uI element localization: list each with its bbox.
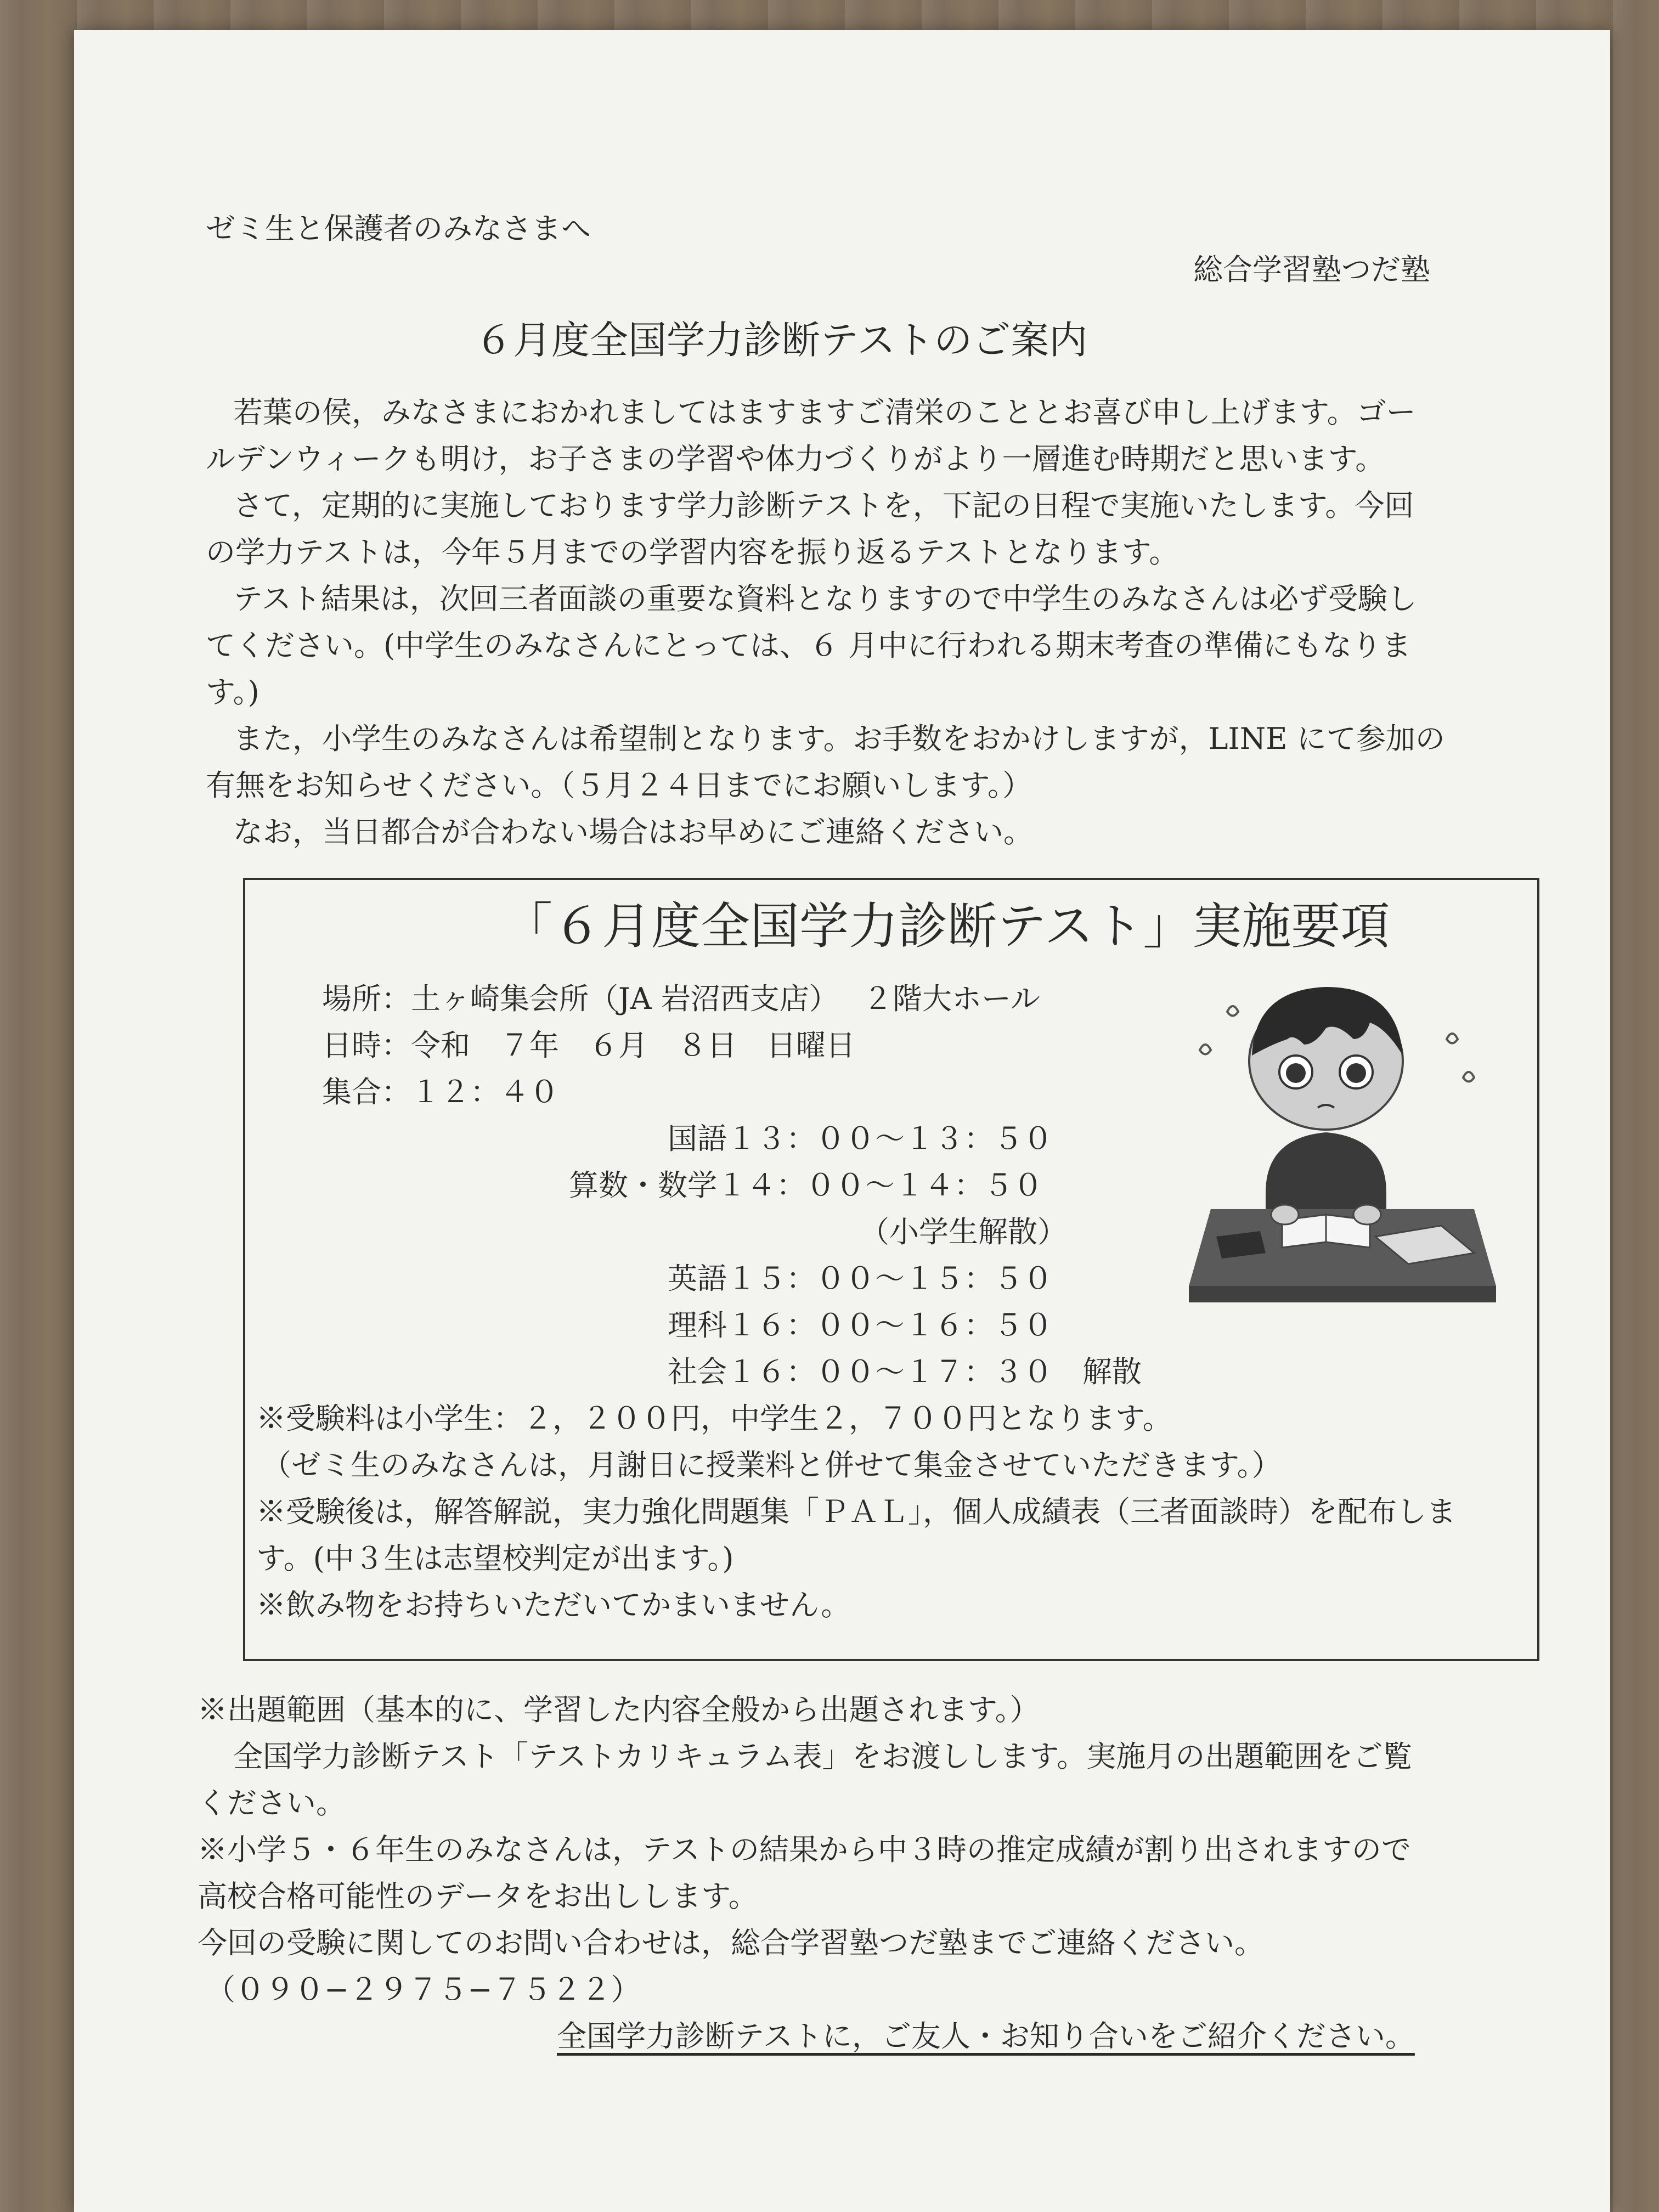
schedule-box [243,878,1539,1661]
meet-line: 集合：１２：４０ [322,1075,559,1109]
schedule-item: 国語１３：００〜１３：５０ [668,1121,1053,1156]
referral-line: 全国学力診断テストに，ご友人・お知り合いをご紹介ください。 [557,2019,1415,2053]
flyer-page [74,30,1610,2212]
box-note: （ゼミ生のみなさんは，月謝日に授業料と併せて集金させていただきます。） [262,1448,1282,1482]
recipient-line: ゼミ生と保護者のみなさまへ [206,211,591,246]
box-note: ※受験料は小学生：２，２００円，中学生２，７００円となります。 [256,1401,1172,1436]
footer-line: ください。 [198,1786,346,1820]
page-title: ６月度全国学力診断テストのご案内 [475,318,1088,363]
intro-line: ルデンウィークも明け，お子さまの学習や体力づくりがより一層進む時期だと思います。 [206,442,1385,476]
intro-line: なお，当日都合が合わない場合はお早めにご連絡ください。 [233,815,1033,849]
schedule-item: 算数・数学１４：００〜１４：５０ [569,1168,1043,1203]
schedule-item: 理科１６：００〜１６：５０ [668,1308,1053,1342]
contact-phone: （０９０−２９７５−７５２２） [206,1972,641,2007]
footer-line: ※出題範囲（基本的に、学習した内容全般から出題されます。） [198,1692,1040,1727]
intro-line: 有無をお知らせください。（５月２４日までにお願いします。） [206,768,1032,803]
intro-line: の学力テストは，今年５月までの学習内容を振り返るテストとなります。 [206,535,1179,569]
footer-line: 今回の受験に関してのお問い合わせは，総合学習塾つだ塾までご連絡ください。 [198,1926,1264,1960]
intro-line: 若葉の侯，みなさまにおかれましてはますますご清栄のこととお喜び申し上げます。ゴー [233,395,1416,430]
box-note: ※飲み物をお持ちいただいてかまいません。 [256,1588,851,1622]
intro-line: また，小学生のみなさんは希望制となります。お手数をおかけしますが，LINE にて参加の [233,721,1445,756]
schedule-item: （小学生解散） [860,1215,1067,1249]
intro-line: テスト結果は，次回三者面談の重要な資料となりますので中学生のみなさんは必ず受験し [233,582,1417,616]
schedule-item: 英語１５：００〜１５：５０ [668,1261,1053,1296]
box-note: ※受験後は，解答解説，実力強化問題集「ＰＡＬ」，個人成績表（三者面談時）を配布しま [256,1494,1456,1529]
footer-line: 高校合格可能性のデータをお出しします。 [198,1879,758,1914]
place-line: 場所：土ヶ崎集会所（JA 岩沼西支店） ２階大ホール [322,981,1040,1016]
schedule-item: 社会１６：００〜１７：３０ 解散 [668,1355,1142,1389]
intro-line: す。) [206,675,259,709]
footer-line: ※小学５・６年生のみなさんは，テストの結果から中３時の推定成績が割り出されますので [198,1832,1411,1867]
intro-line: てください。(中学生のみなさんにとっては、６ 月中に行われる期末考査の準備にもなりま [206,628,1412,663]
box-note: す。(中３生は志望校判定が出ます。) [256,1541,734,1576]
sender-line: 総合学習塾つだ塾 [1193,252,1430,287]
student-illustration [1189,979,1502,1308]
intro-line: さて，定期的に実施しております学力診断テストを，下記の日程で実施いたします。今回 [233,488,1414,523]
box-title: 「６月度全国学力診断テスト」実施要項 [503,898,1390,955]
date-line: 日時：令和 ７年 ６月 ８日 日曜日 [322,1028,855,1063]
footer-line: 全国学力診断テスト「テストカリキュラム表」をお渡しします。実施月の出題範囲をご覧 [233,1739,1413,1774]
